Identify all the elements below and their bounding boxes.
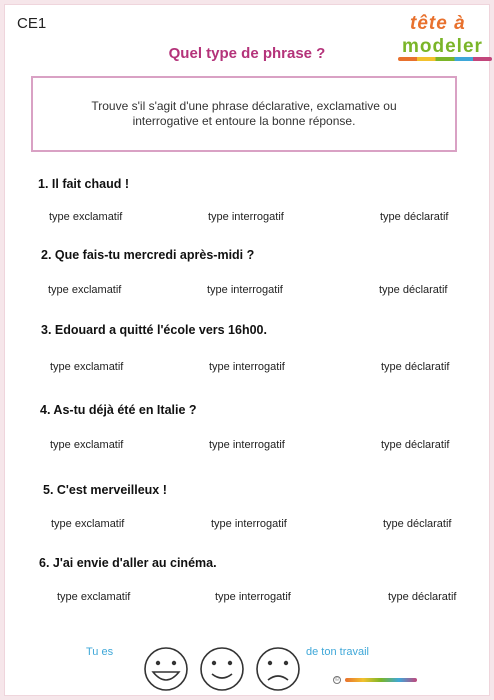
q5-option-exclamatif[interactable]: type exclamatif [51,518,125,530]
q4-option-declaratif[interactable]: type déclaratif [381,439,450,451]
q2-option-interrogatif[interactable]: type interrogatif [207,284,283,296]
watermark-decoration [345,678,417,682]
q3-option-exclamatif[interactable]: type exclamatif [50,361,124,373]
q2-option-exclamatif[interactable]: type exclamatif [48,284,122,296]
q3-option-interrogatif[interactable]: type interrogatif [209,361,285,373]
logo-line-2: modeler [402,36,483,57]
watermark [333,676,418,684]
q4-option-interrogatif[interactable]: type interrogatif [209,439,285,451]
question-5: 5. C'est merveilleux ! [43,483,167,497]
footer-right-text: de ton travail [306,646,369,658]
q1-option-exclamatif[interactable]: type exclamatif [49,211,123,223]
question-3: 3. Edouard a quitté l'école vers 16h00. [41,323,267,337]
q3-option-declaratif[interactable]: type déclaratif [381,361,450,373]
q5-option-interrogatif[interactable]: type interrogatif [211,518,287,530]
question-6: 6. J'ai envie d'aller au cinéma. [39,556,217,570]
q1-option-declaratif[interactable]: type déclaratif [380,211,449,223]
question-1: 1. Il fait chaud ! [38,177,129,191]
footer-left-text: Tu es [86,646,114,658]
sad-face-icon[interactable] [255,646,301,692]
question-4: 4. As-tu déjà été en Italie ? [40,403,197,417]
q1-option-interrogatif[interactable]: type interrogatif [208,211,284,223]
level-label: CE1 [17,15,47,32]
worksheet-title: Quel type de phrase ? [168,45,326,62]
question-2: 2. Que fais-tu mercredi après-midi ? [41,248,255,262]
q6-option-declaratif[interactable]: type déclaratif [388,591,457,603]
q6-option-exclamatif[interactable]: type exclamatif [57,591,131,603]
happy-face-icon[interactable] [143,646,189,692]
instruction-text: Trouve s'il s'agit d'une phrase déclarative, exclamative ou interrogative et entoure la bonne réponse. [91,99,397,128]
q2-option-declaratif[interactable]: type déclaratif [379,284,448,296]
copyright-symbol: © [334,677,340,683]
instruction-box [31,76,457,152]
q4-option-exclamatif[interactable]: type exclamatif [50,439,124,451]
q5-option-declaratif[interactable]: type déclaratif [383,518,452,530]
content-face-icon[interactable] [199,646,245,692]
q6-option-interrogatif[interactable]: type interrogatif [215,591,291,603]
logo-line-1: tête à [410,13,466,34]
